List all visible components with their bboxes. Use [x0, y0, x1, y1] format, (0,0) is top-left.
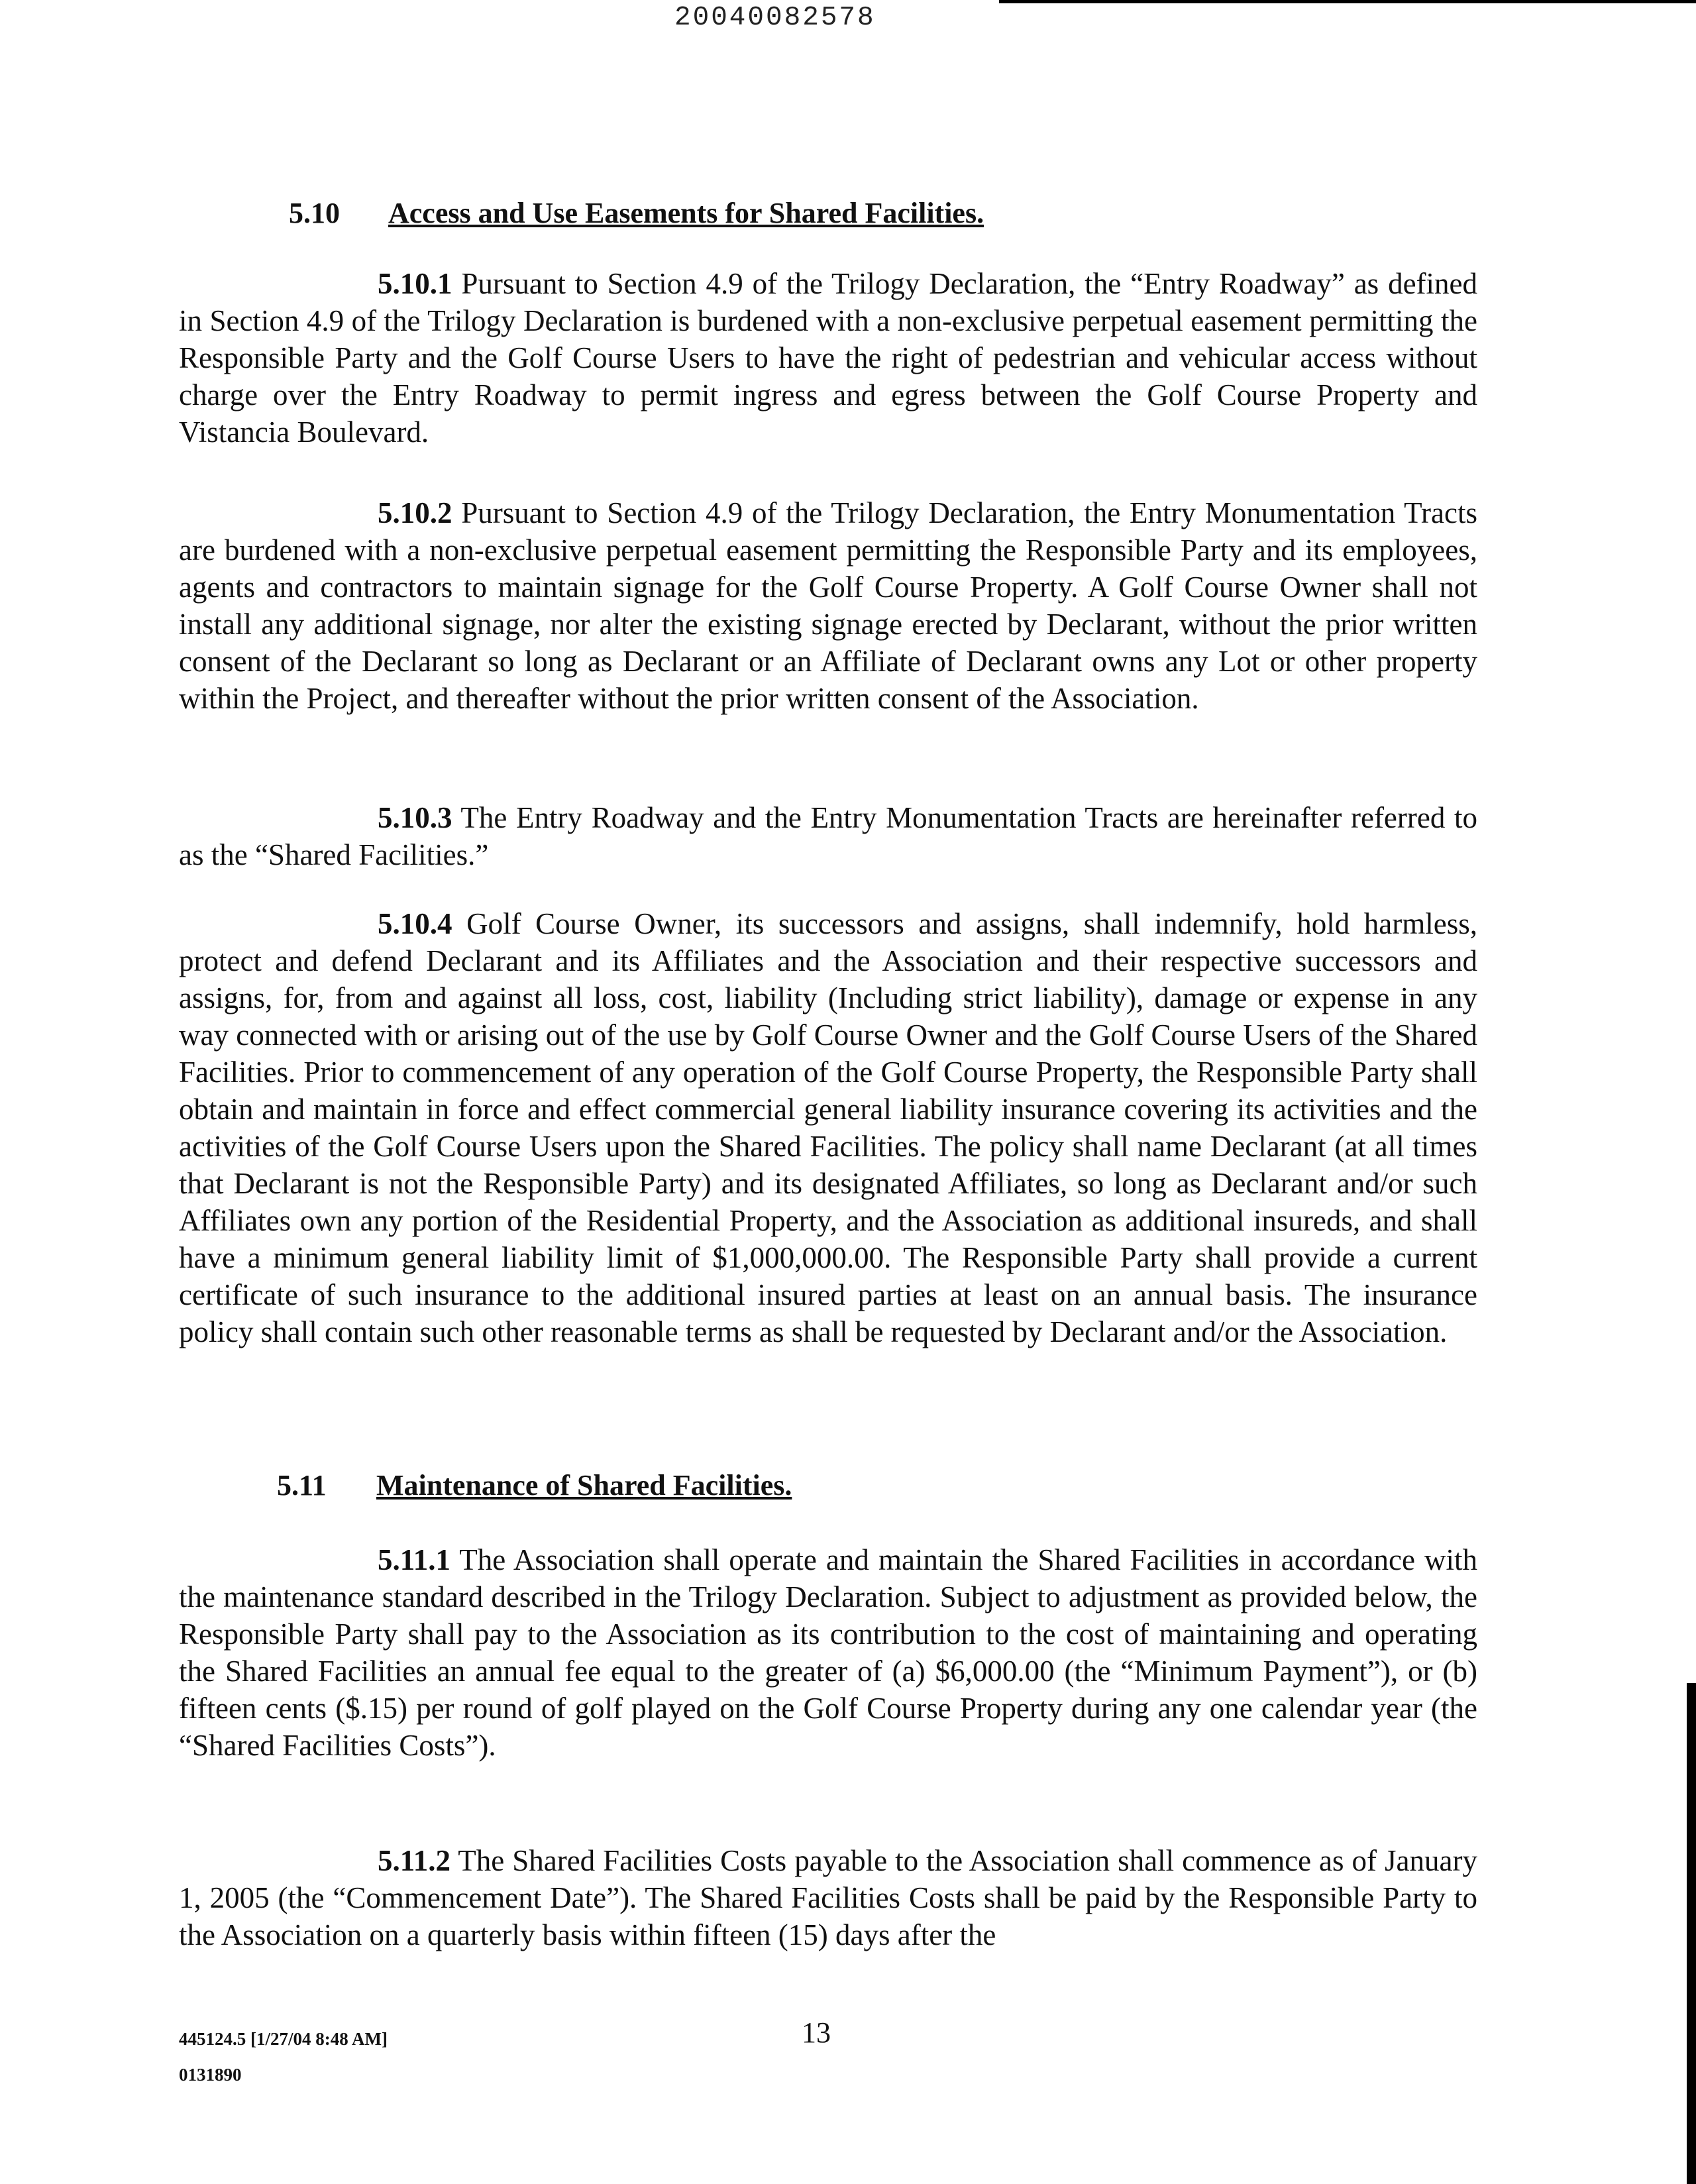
- paragraph-text: Pursuant to Section 4.9 of the Trilogy Declaration, the “Entry Roadway” as defined in Section 4.9 of the Trilogy Declaration is burdened with a non-exclusive perpetual easement permitting the Responsible Party and the Golf Course Users to have the right of pedestrian and vehicular access without charge over the Entry Roadway to permit ingress and egress between the Golf Course Property and Vistancia Boulevard.: [179, 267, 1477, 449]
- paragraph-text: The Shared Facilities Costs payable to the Association shall commence as of January 1, 2005 (the “Commencement Date”). The Shared Facilities Costs shall be paid by the Responsible Party to the Association on a quarterly basis within fifteen (15) days after the: [179, 1844, 1477, 1951]
- section-number: 5.11: [277, 1469, 327, 1502]
- paragraph-5-11-2: [179, 1842, 1477, 1953]
- page-number: 13: [802, 2016, 831, 2049]
- paragraph-5-10-2: [179, 494, 1477, 717]
- paragraph-number: 5.11.1: [378, 1543, 451, 1576]
- document-number: 20040082578: [674, 3, 876, 33]
- scan-edge-line: [1687, 1683, 1696, 2184]
- section-number: 5.10: [289, 197, 340, 229]
- paragraph-text: The Association shall operate and maintain the Shared Facilities in accordance with the maintenance standard described in the Trilogy Declaration. Subject to adjustment as provided below, the Responsible Party shall pay to the Association as its contribution to the cost of maintaining and operating the Shared Facilities an annual fee equal to the greater of (a) $6,000.00 (the “Minimum Payment”), or (b) fifteen cents ($.15) per round of golf played on the Golf Course Property during any one calendar year (the “Shared Facilities Costs”).: [179, 1543, 1478, 1762]
- paragraph-number: 5.10.2: [378, 496, 452, 529]
- paragraph-number: 5.11.2: [378, 1844, 451, 1877]
- paragraph-text: Pursuant to Section 4.9 of the Trilogy Declaration, the Entry Monumentation Tracts are burdened with a non-exclusive perpetual easement permitting the Responsible Party and its employees, agents and contractors to maintain signage for the Golf Course Property. A Golf Course Owner shall not install any additional signage, nor alter the existing signage erected by Declarant, without the prior written consent of the Declarant so long as Declarant or an Affiliate of Declarant owns any Lot or other property within the Project, and thereafter without the prior written consent of the Association.: [179, 496, 1477, 715]
- section-5-10-heading: [289, 196, 984, 231]
- paragraph-number: 5.10.1: [378, 267, 452, 300]
- section-title: Access and Use Easements for Shared Facilities.: [388, 197, 984, 229]
- paragraph-5-10-1: [179, 265, 1477, 451]
- section-5-11-heading: [277, 1468, 792, 1503]
- paragraph-5-11-1: [179, 1541, 1477, 1764]
- footer-doc-ref: 445124.5 [1/27/04 8:48 AM]: [179, 2029, 388, 2049]
- paragraph-text: Golf Course Owner, its successors and assigns, shall indemnify, hold harmless, protect and defend Declarant and its Affiliates and the Association and their respective successors and assigns, for, from and against all loss, cost, liability (Including strict liability), damage or expense in any way connected with or arising out of the use by Golf Course Owner and the Golf Course Users of the Shared Facilities. Prior to commencement of any operation of the Golf Course Property, the Responsible Party shall obtain and maintain in force and effect commercial general liability insurance covering its activities and the activities of the Golf Course Users upon the Shared Facilities. The policy shall name Declarant (at all times that Declarant is not the Responsible Party) and its designated Affiliates, so long as Declarant and/or such Affiliates own any portion of the Residential Property, and the Association as additional insureds, and shall have a minimum general liability limit of $1,000,000.00. The Responsible Party shall provide a current certificate of such insurance to the additional insured parties at least on an annual basis. The insurance policy shall contain such other reasonable terms as shall be requested by Declarant and/or the Association.: [179, 907, 1478, 1348]
- section-title: Maintenance of Shared Facilities.: [376, 1469, 792, 1502]
- paragraph-number: 5.10.3: [378, 801, 452, 834]
- footer-client-code: 0131890: [179, 2065, 242, 2085]
- paragraph-text: The Entry Roadway and the Entry Monumentation Tracts are hereinafter referred to as the “Shared Facilities.”: [179, 801, 1477, 871]
- paragraph-5-10-3: [179, 799, 1477, 873]
- paragraph-number: 5.10.4: [378, 907, 452, 940]
- footer-reference: [179, 2021, 388, 2093]
- top-scan-rule: [999, 0, 1696, 3]
- paragraph-5-10-4: [179, 905, 1477, 1350]
